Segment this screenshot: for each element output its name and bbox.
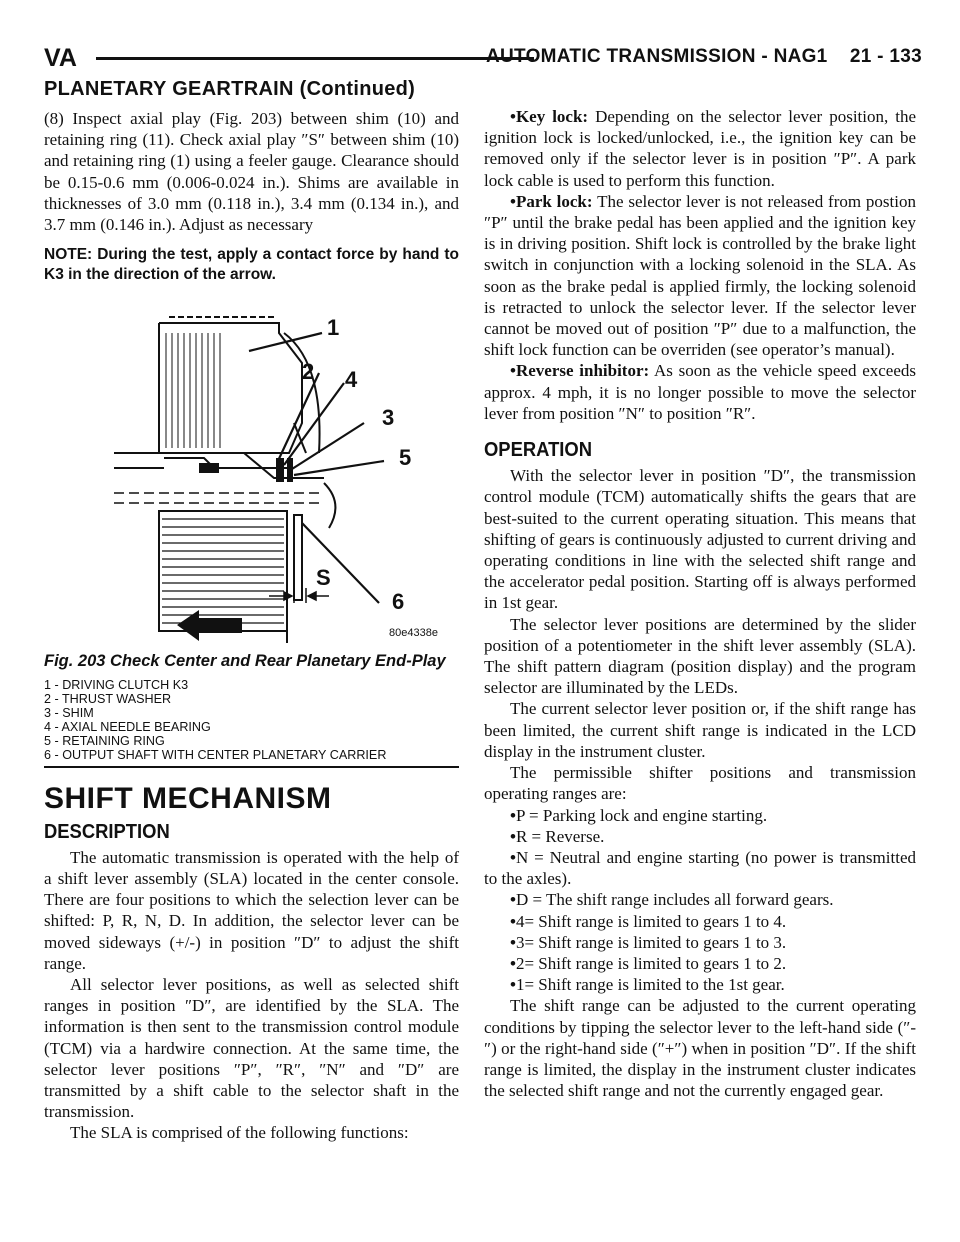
function-park-lock	[484, 191, 916, 361]
description-heading: DESCRIPTION	[44, 820, 170, 843]
figure-caption: Fig. 203 Check Center and Rear Planetary End-Play	[44, 652, 446, 671]
legend-item: 5 - RETAINING RING	[44, 734, 165, 749]
park-lock-label: Park lock:	[515, 191, 593, 211]
bullet-glyph: •	[510, 107, 516, 126]
range-item: •1= Shift range is limited to the 1st gear.	[510, 975, 785, 995]
key-lock-text: Depending on the selector lever position, the ignition lock is locked/unlocked, i.e., the ignition key can be removed only if the selector lever is in position ″P″. A park lock cable is used to perform this function.	[484, 107, 916, 190]
operation-paragraph-1: With the selector lever in position ″D″, the transmission control module (TCM) automatically shifts the gears that are best-suited to the current operating situation. This means that shifting of gears is continuously adjusted to current driving and operating conditions in line with the selected shift range and the accelerator pedal position. Starting off is always performed in 1st gear.	[484, 466, 916, 613]
operation-paragraph-5: The shift range can be adjusted to the current operating conditions by tipping the selector lever to the left-hand side (″-″) or the right-hand side (″+″) when in position ″D″. If the shift range is limited, the display in the instrument cluster indicates the selected shift range and not the currently engaged gear.	[484, 996, 916, 1101]
section-title: SHIFT MECHANISM	[44, 782, 332, 816]
header-chapter-page: AUTOMATIC TRANSMISSION - NAG1 21 - 133	[486, 46, 922, 67]
range-item: •D = The shift range includes all forward gears.	[510, 890, 834, 910]
operation-paragraph-4: The permissible shifter positions and transmission operating ranges are:	[484, 763, 916, 804]
function-key-lock	[484, 106, 916, 191]
figure-code: 80e4338e	[389, 627, 438, 640]
callout-5: 5	[399, 445, 412, 471]
range-item: •N = Neutral and engine starting (no power is transmitted to the axles).	[484, 847, 916, 889]
key-lock-label: Key lock:	[515, 107, 589, 126]
s-dimension-label: S	[316, 565, 331, 591]
description-paragraph-2: All selector lever positions, as well as selected shift ranges in position ″D″, are identified by the SLA. The information is then sent to the transmission control module (TCM) via a hardwire connection. At the same time, the selector lever positions ″P″, ″R″, ″N″ and ″D″ are transmitted by a shift cable to the selector shaft in the transmission.	[44, 975, 459, 1122]
legend-item: 6 - OUTPUT SHAFT WITH CENTER PLANETARY CARRIER	[44, 748, 387, 763]
continued-heading: PLANETARY GEARTRAIN (Continued)	[44, 78, 416, 100]
legend-item: 2 - THRUST WASHER	[44, 692, 172, 707]
range-item: •3= Shift range is limited to gears 1 to 3.	[510, 932, 787, 952]
reverse-inhibitor-text: As soon as the vehicle speed exceeds approx. 4 mph, it is no longer possible to move the selector lever from position ″N″ to position ″R″.	[484, 361, 916, 423]
bullet-glyph: •	[510, 361, 516, 381]
range-item: •4= Shift range is limited to gears 1 to 4.	[510, 911, 787, 931]
page-header	[44, 44, 922, 76]
step-8-text: (8) Inspect axial play (Fig. 203) between shim (10) and retaining ring (11). Check axial play ″S″ between shim (10) and retaining ring (1) using a feeler gauge. Clearance should be 0.15-0.6 mm (0.006-0.024 in.). Shims are available in thicknesses of 3.0 mm (0.118 in.), 3.4 mm (0.134 in.), and 3.7 mm (0.146 in.). Adjust as necessary	[44, 109, 459, 235]
right-column	[484, 106, 916, 1101]
function-reverse-inhibitor	[484, 360, 916, 424]
legend-rule	[44, 766, 459, 768]
operation-paragraph-3: The current selector lever position or, if the shift range has been limited, the current shift range is indicated in the LCD display in the instrument cluster.	[484, 699, 916, 761]
left-column	[44, 108, 459, 1144]
legend-item: 3 - SHIM	[44, 706, 94, 721]
callout-1: 1	[327, 315, 340, 341]
figure-203	[44, 303, 459, 643]
operation-heading: OPERATION	[484, 439, 593, 462]
callout-4: 4	[345, 367, 358, 393]
callout-2: 2	[302, 359, 315, 385]
operation-paragraph-2: The selector lever positions are determined by the slider position of a potentiometer in the shift lever assembly (SLA). The shift pattern diagram (position display) and the program selector are illuminated by the LEDs.	[484, 614, 916, 698]
header-section-code: VA	[44, 44, 77, 72]
range-item: •P = Parking lock and engine starting.	[510, 805, 768, 825]
range-item: •R = Reverse.	[510, 826, 605, 846]
bullet-glyph: •	[510, 191, 516, 211]
reverse-inhibitor-label: Reverse inhibitor:	[515, 361, 650, 381]
park-lock-text: The selector lever is not released from postion ″P″ until the brake pedal has been applied and the ignition key is in driving position. Shift lock is controlled by the brake light switch in conjunction with a locking solenoid in the SLA. As soon as the brake pedal is applied firmly, the locking solenoid is retracted to unlock the selector lever. If the selector lever cannot be moved out of position ″P″ due to a malfunction, the shift lock function can be overriden (see operator’s manual).	[484, 191, 916, 360]
callout-3: 3	[382, 405, 395, 431]
legend-item: 1 - DRIVING CLUTCH K3	[44, 678, 189, 693]
range-item: •2= Shift range is limited to gears 1 to 2.	[510, 953, 787, 973]
header-rule	[96, 57, 534, 60]
planetary-diagram	[44, 303, 459, 643]
figure-legend	[44, 678, 459, 762]
description-paragraph-1: The automatic transmission is operated with the help of a shift lever assembly (SLA) located in the center console. There are four positions to which the selection lever can be shifted: P, R, N, D. In addition, the selector lever can be moved sideways (+/-) in position ″D″ to adjust the shift range.	[44, 847, 459, 973]
legend-item: 4 - AXIAL NEEDLE BEARING	[44, 720, 211, 735]
description-paragraph-3: The SLA is comprised of the following functions:	[70, 1123, 409, 1143]
note-text: NOTE: During the test, apply a contact force by hand to K3 in the direction of the arrow.	[44, 246, 459, 284]
callout-6: 6	[392, 589, 405, 615]
